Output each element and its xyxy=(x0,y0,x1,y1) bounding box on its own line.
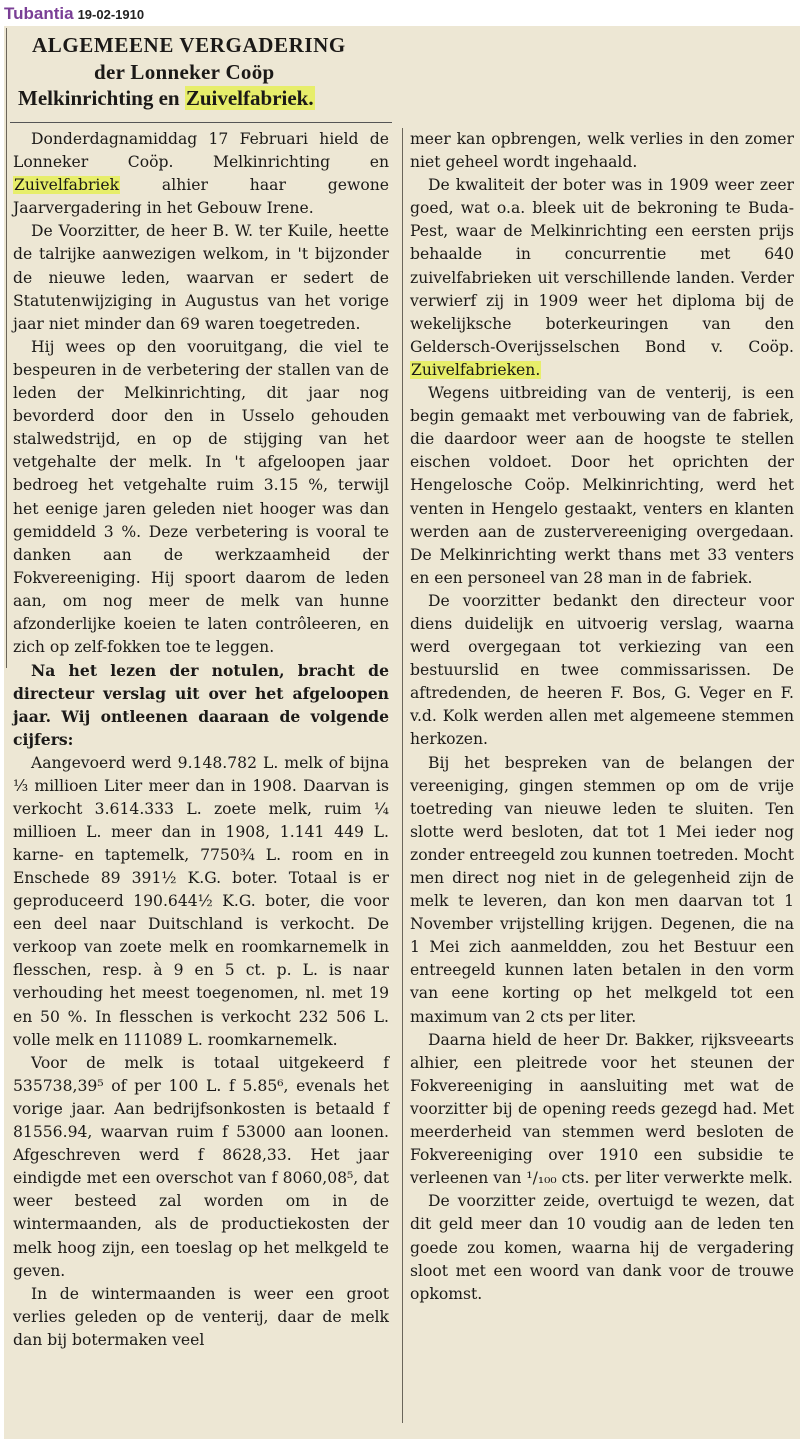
paragraph-membership: Bij het bespreken van de belangen der vereeniging, gingen stemmen op om de vrije toetreding van nieuwe leden te sluiten. Ten slotte werd besloten, dat tot 1 Mei ieder nog zonder entreegeld zou kunnen toetreden. Mocht men direct nog niet in de gelegenheid zijn de melk te leveren, dan kon men daarvan tot 1 November vrijstelling krijgen. Degenen, die na 1 Mei zich aanmeldden, zou het Bestuur een entreegeld kunnen laten betalen in den vorm van eene korting op het melkgeld tot een maximum van 2 cts per liter. xyxy=(410,753,794,1026)
publication-date: 19-02-1910 xyxy=(77,7,145,22)
paragraph-expansion: Wegens uitbreiding van de venterij, is een begin gemaakt met verbouwing van de fabriek, die daardoor weer aan de hoogste te stellen eischen voldoet. Door het oprichten der Hengelosche Coöp. Melkinrichting, werd het venten in Hengelo gestaakt, venters en klanten werden aan de zustervereeniging overgedaan. De Melkinrichting werkt thans met 33 venters en een personeel van 28 man in de fabriek. xyxy=(410,384,794,587)
paragraph-quality xyxy=(410,174,794,382)
title-line-3-text: Melkinrichting en xyxy=(18,86,185,110)
left-column xyxy=(13,128,389,1413)
paragraph-continued: meer kan opbrengen, welk verlies in den zomer niet geheel wordt ingehaald. xyxy=(410,130,794,172)
article-title xyxy=(12,32,397,132)
paragraph-opening xyxy=(13,128,389,220)
paragraph-subsidy: Daarna hield de heer Dr. Bakker, rijksveearts alhier, een pleitrede voor het steunen der Fokvereeniging in aansluiting met wat de voorzitter bij de opening reeds gezegd had. Met meerderheid van stemmen werd besloten de Fokvereeniging over 1910 een subsidie te verleenen van ¹/₁₀₀ cts. per liter verwerkte melk. xyxy=(410,1030,794,1188)
left-border-rule xyxy=(6,28,7,668)
paragraph-figures: Aangevoerd werd 9.148.782 L. melk of bijna ⅓ millioen Liter meer dan in 1908. Daarvan is verkocht 3.614.333 L. zoete melk, ruim ¼ millioen L. meer dan in 1908, 1.141 449 L. karne- en taptemelk, 7750¾ L. room en in Enschede 89 391½ K.G. boter. Totaal is er geproduceerd 190.644½ K.G. boter, die voor een deel naar Duitschland is verkocht. De verkoop van zoete melk en roomkarnemelk in flesschen, resp. à 9 en 5 ct. p. L. is naar verhouding het meest toegenomen, nl. met 19 en 50 %. In flesschen is verkocht 232 506 L. volle melk en 111089 L. roomkarnemelk. xyxy=(13,753,389,1049)
clipping-header xyxy=(4,3,144,25)
highlighted-term: Zuivelfabriek xyxy=(14,176,120,195)
paragraph-text: De kwaliteit der boter was in 1909 weer zeer goed, wat o.a. bleek uit de bekroning te Buda-Pest, waar de Melkinrichting een eersten prijs behaalde in concurrentie met 640 zuivelfabrieken uit verschillende landen. Verder verwierf zij in 1909 weer het diploma bij de wekelijksche boterkeuringen van den Geldersch-Overijsselschen Bond v. Coöp. xyxy=(410,176,794,356)
paragraph-progress: Hij wees op den vooruitgang, die viel te bespeuren in de verbetering der stallen van de leden der Melkinrichting, dit jaar nog bevorderd door den in Usselo gehouden stalwedstrijd, en op de stijging van het vetgehalte der melk. In 't afgeloopen jaar bedroeg het vetgehalte ruim 3.15 %, terwijl het eenige jaren geleden niet hooger was dan gemiddeld 3 %. Deze verbetering is vooral te danken aan de werkzaamheid der Fokvereeniging. Hij spoort daarom de leden aan, om nog meer de melk van hunne afzonderlijke koeien te laten contrôleeren, en zich op zelf-fokken toe te leggen. xyxy=(13,337,389,657)
highlighted-term: Zuivelfabriek. xyxy=(185,86,314,110)
right-column xyxy=(410,128,794,1413)
paragraph-report-intro: Na het lezen der notulen, bracht de directeur verslag uit over het afgeloopen jaar. Wij ontleenen daaraan de volgende cijfers: xyxy=(13,661,389,750)
paragraph-text: alhier haar gewone Jaarvergadering in het Gebouw Irene. xyxy=(13,176,389,218)
highlighted-term: Zuivelfabrieken. xyxy=(411,360,541,379)
paragraph-election: De voorzitter bedankt den directeur voor diens duidelijk en uitvoerig verslag, waarna werd overgegaan tot verkiezing van een bestuurslid en twee commissarissen. De aftredenden, de heeren F. Bos, G. Veger en F. v.d. Kolk werden allen met algemeene stemmen herkozen. xyxy=(410,591,794,749)
title-line-2: der Lonneker Coöp xyxy=(94,59,275,84)
paragraph-text: Donderdagnamiddag 17 Februari hield de Lonneker Coöp. Melkinrichting en xyxy=(13,130,389,172)
paragraph-finances: Voor de melk is totaal uitgekeerd f 535738,39⁵ of per 100 L. f 5.85⁶, evenals het vorige jaar. Aan bedrijfsonkosten is betaald f 81556.94, waarvan ruim f 53000 aan loonen. Afgeschreven werd f 8628,33. Het jaar eindigde met een overschot van f 8060,08⁵, dat weer besteed zal worden om in de wintermaanden, als de productiekosten der melk hoog zijn, een toeslag op het melkgeld te geven. xyxy=(13,1053,389,1280)
paragraph-welcome: De Voorzitter, de heer B. W. ter Kuile, heette de talrijke aanwezigen welkom, in 't bijzonder de nieuwe leden, waarvan er sedert de Statutenwijziging in Augustus van het vorige jaar niet minder dan 69 waren toegetreden. xyxy=(13,222,389,333)
paragraph-winter: In de wintermaanden is weer een groot verlies geleden op de venterij, daar de melk dan bij botermaken veel xyxy=(13,1284,389,1349)
newspaper-clipping xyxy=(4,26,800,1439)
title-line-1: ALGEMEENE VERGADERING xyxy=(32,33,346,57)
title-divider xyxy=(10,122,392,123)
column-divider xyxy=(402,128,403,1423)
newspaper-name: Tubantia xyxy=(4,4,74,23)
title-line-3 xyxy=(12,85,397,112)
paragraph-closing: De voorzitter zeide, overtuigd te wezen, dat dit geld meer dan 10 voudig aan de leden ten goede zou komen, waarna hij de vergadering sloot met een woord van dank voor de trouwe opkomst. xyxy=(410,1192,794,1303)
